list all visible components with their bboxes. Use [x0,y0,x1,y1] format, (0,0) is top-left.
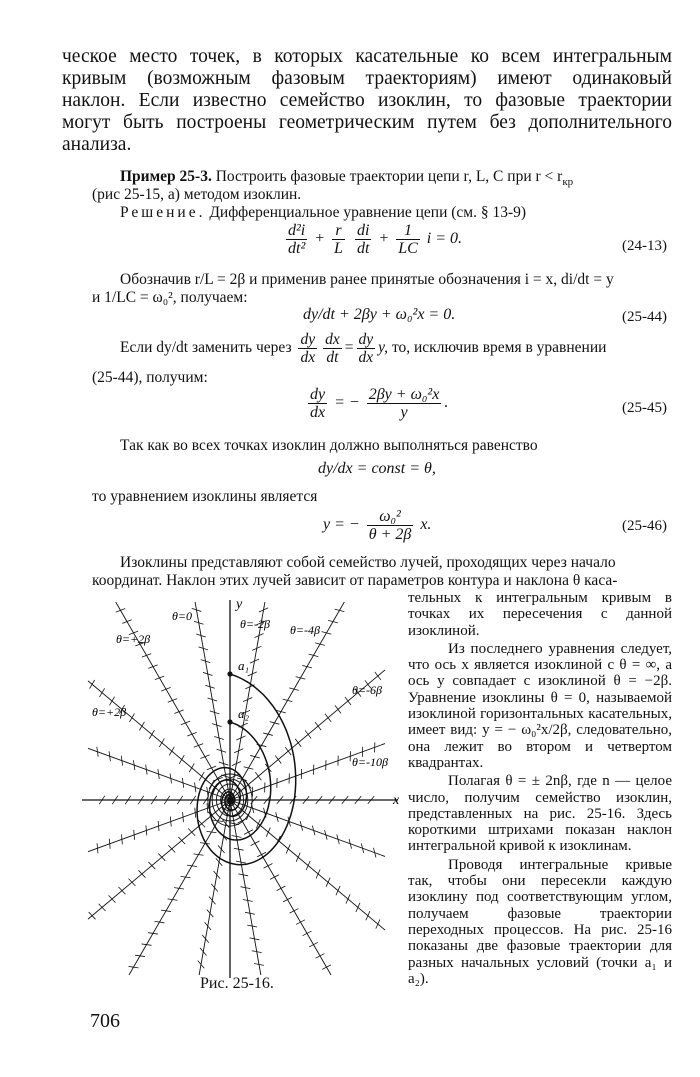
slope-tick [159,738,164,747]
slope-tick [121,834,122,844]
solution-text: Дифференциальное уравнение цепи (см. § 13-9) [209,204,527,221]
example-label: Пример 25-3. [120,168,212,185]
slope-tick [179,755,184,764]
slope-tick [200,948,206,956]
right-column [408,590,672,987]
example-text-2: (рис 25-15, а) методом изоклин. [92,186,302,203]
text: Если dy/dt заменить через [120,339,292,357]
slope-tick [322,965,331,970]
text-denote-1: Обозначив r/L = 2β и применив ранее принятые обозначения i = x, di/dt = y [120,271,614,288]
frac-num: 2βy + ω₀²x [368,386,440,403]
right-col-para: тельных к интегральным кривым в точках их пересечения с данной изоклиной. [408,590,672,639]
axis-label-y: y [236,597,243,612]
slope-tick [155,676,164,680]
frac-den: dx [310,404,326,421]
eq-lhs: y = − [323,516,360,534]
slope-tick [207,909,213,917]
slope-tick [122,620,131,624]
subscript: кр [562,176,574,189]
slope-tick [296,853,300,862]
label-a2: a₂ [238,706,250,721]
frac-num: 1 [396,222,420,240]
equation-number: (24-13) [622,238,667,254]
slope-tick [148,665,157,669]
slope-tick [290,909,299,914]
frac-num: ω₀² [367,508,414,526]
axis-label-x: x [393,793,400,808]
slope-tick [207,766,216,770]
right-col-para: Из последнего уравнения следует, что ось x является изоклиной с θ = ∞, а ось y совпадает с изоклиной θ = −2β. Уравнение изоклины θ = 0, называемой изоклиной горизонтальных касательных, имеет вид: y = − ω₀²x/2β, следовательно, она лежит во втором и четвертом квадрантах. [408,640,672,771]
frac-num: d²i [288,222,306,239]
slope-tick [129,713,134,722]
eq-tail: . [444,394,449,412]
solution-label: Решение. [120,204,206,221]
slope-tick [209,780,214,789]
slope-tick [189,764,194,773]
text: y, [378,339,389,357]
text-line: ческое место точек, в которых касательные ко всем интегральным [62,46,672,67]
slope-tick [202,935,208,943]
label-theta-plus-2b: θ=+2β [92,705,127,719]
equation-number: (25-46) [622,518,667,534]
slope-tick [356,903,360,912]
isocline-ray [230,800,385,856]
page-number: 706 [90,1010,120,1032]
slope-tick [139,722,144,731]
slope-tick [326,878,330,887]
op: = − [334,394,360,412]
frac-den: y [400,404,408,421]
slope-tick [195,808,196,818]
slope-tick [205,922,211,930]
text-since: Так как во всех точках изоклин должно выполняться равенство [120,437,538,454]
frac-num: dy [358,331,374,348]
equation-25-45 [305,386,448,421]
slope-tick [181,721,190,725]
right-col-para: Полагая θ = ± 2nβ, где n — целое число, получим семейство изоклин, представленных на рис. 25-16. Здесь короткими штрихами показан наклон интегральной кривой к изоклинам. [408,773,672,855]
point-a2 [227,719,232,724]
slope-tick [375,672,381,680]
slope-tick [170,817,171,827]
slope-tick [309,942,318,947]
slope-tick [169,747,174,756]
slope-tick [264,864,273,869]
frac-num: r [332,222,345,240]
label-a1: a₁ [238,658,250,673]
slope-tick [335,705,341,713]
right-col-para: Проводя интегральные кривые так, чтобы они пересекли каждую изоклину под соответствующим углом, получаем фазовые траектории переходных процессов. На рис. 25-16 показаны две фазовые траектории для разных начальных условий (точки a₁ и a₂). [408,856,672,987]
isocline-ray [230,744,385,800]
slope-tick [134,830,135,840]
isocline-ray [88,800,230,919]
isocline-figure [80,590,405,980]
label-theta-minus-6b: θ=-6β [352,683,382,697]
slope-tick [283,897,292,902]
frac-den: LC [398,240,418,257]
point-a1 [227,671,232,676]
frac-num: dy [310,386,326,403]
slope-tick [366,911,370,920]
slope-tick [296,920,305,925]
slope-tick [109,839,110,849]
slope-tick [174,710,183,714]
solution-line [120,203,680,222]
slope-tick [315,722,321,730]
equation-25-44: dy/dt + 2βy + ω₀²x = 0. [303,306,456,323]
eq-tail: x. [420,516,432,534]
text-line: кривым (возможным фазовым траекториям) имеют одинаковый [62,68,672,89]
figure-caption: Рис. 25-16. [200,975,274,992]
slope-tick [285,747,291,755]
slope-tick [255,772,261,780]
frac-den: dt² [288,240,306,257]
frac-den: θ + 2β [368,526,412,543]
frac-num: di [356,222,370,239]
slope-tick [183,812,184,822]
equation-const: dy/dx = const = θ, [318,460,436,477]
slope-tick [168,699,177,703]
slope-tick [194,744,203,748]
isocline-rays [88,602,385,975]
slope-tick [266,828,270,837]
frac-den: dt [326,349,339,366]
slope-tick [346,894,350,903]
slope-tick [200,755,209,759]
slope-tick [100,688,105,697]
slope-tick [295,739,301,747]
slope-tick [198,961,204,969]
label-theta-plus-2b-top: θ=+2β [116,632,151,646]
slope-tick [376,919,380,928]
equation-25-46 [323,508,431,543]
frac-den: L [334,240,343,257]
slope-tick [158,821,159,831]
text: то, исключив время в уравнении [391,339,607,357]
slope-tick [90,680,95,689]
slope-tick [116,609,125,613]
slope-tick [207,803,208,813]
slope-tick [218,845,224,853]
op: + [378,230,390,248]
frac-num: dy [300,331,316,348]
text-line: могут быть построены геометрическим путем без дополнительного [62,112,672,133]
text-isoclines-1: Изоклины представляют собой семейство лучей, проходящих через начало [120,554,616,571]
example-text: Построить фазовые траектории цепи r, L, C при r < r [215,168,563,185]
label-theta-0: θ=0 [172,609,192,623]
slope-tick [345,697,351,705]
slope-tick [270,875,279,880]
slope-tick [142,654,151,658]
slope-tick [277,886,286,891]
slope-tick [146,825,147,835]
slope-tick [316,869,320,878]
slope-tick [149,730,154,739]
text-replace [120,331,606,366]
text-denote-2: и 1/LC = ω₀², получаем: [92,289,248,306]
frac-num: dx [325,331,340,348]
frac-den: dx [300,349,316,366]
slope-tick [209,897,215,905]
slope-tick [214,871,220,879]
text-then: то уравнением изоклины является [92,488,318,505]
op: = [344,339,354,357]
text-line: анализа. [62,134,132,155]
slope-tick [305,730,311,738]
equation-24-13 [283,222,462,257]
slope-tick [211,884,217,892]
slope-tick [306,861,310,870]
frac-den: dx [358,349,374,366]
label-theta-minus-10b: θ=-10β [352,755,388,769]
slope-tick [316,954,325,959]
equation-number: (25-44) [622,309,667,325]
op: + [314,230,326,248]
label-theta-minus-2b: θ=-2β [240,617,270,631]
slope-tick [199,772,204,781]
isocline-ray [230,800,385,930]
slope-tick [275,756,281,764]
text-isoclines-2: координат. Наклон этих лучей зависит от параметров контура и наклона θ каса- [92,572,618,589]
slope-tick [161,687,170,691]
text-replace-2: (25-44), получим: [92,369,208,386]
label-theta-minus-4b: θ=-4β [290,623,320,637]
slope-tick [187,732,196,736]
eq-tail: i = 0. [426,230,463,248]
slope-tick [336,886,340,895]
slope-tick [286,844,290,853]
slope-tick [97,843,98,853]
top-paragraph [62,46,672,156]
slope-tick [251,841,260,846]
text-line: наклон. Если известно семейство изоклин, то фазовые траектории [62,90,672,111]
equation-number: (25-45) [622,400,667,416]
slope-tick [303,931,312,936]
slope-tick [325,714,331,722]
frac-den: dt [356,240,370,257]
